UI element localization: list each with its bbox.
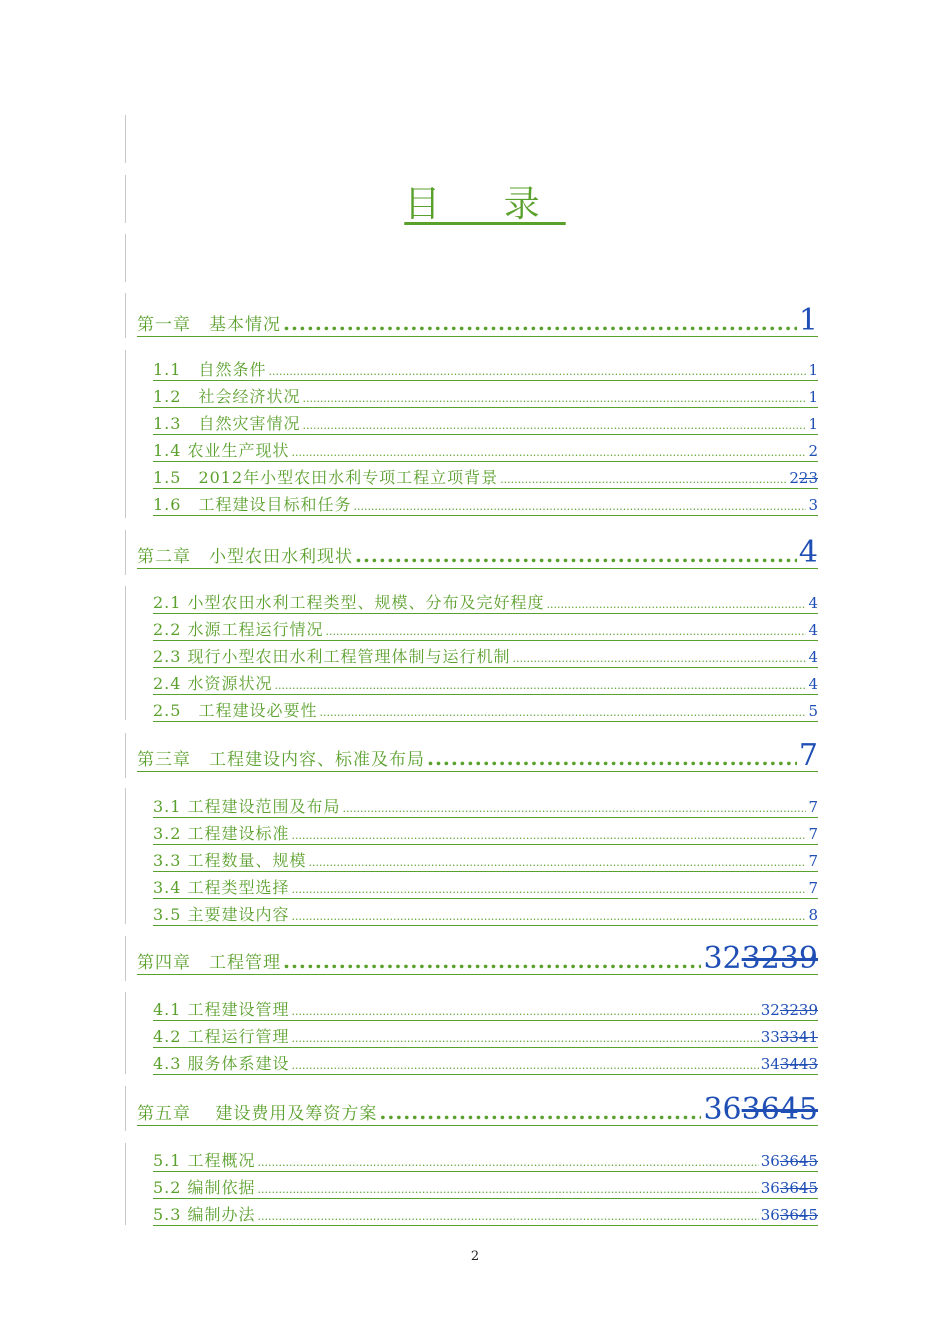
toc-section-page-number[interactable]: 323239: [760, 1001, 818, 1019]
toc-section-page-number[interactable]: 7: [808, 798, 818, 816]
toc-section-page-number[interactable]: 8: [808, 906, 818, 924]
toc-section-page-number[interactable]: 363645: [760, 1179, 818, 1197]
toc-section-label: 3.1 工程建设范围及布局: [153, 797, 341, 816]
toc-section[interactable]: [153, 492, 818, 516]
toc-section-label: 2.5 工程建设必要性: [153, 701, 318, 720]
toc-chapter[interactable]: [137, 941, 818, 976]
toc-section[interactable]: [153, 902, 818, 926]
toc-chapter-page-number[interactable]: 4: [798, 535, 818, 570]
toc-section-page-number[interactable]: 4: [808, 675, 818, 693]
dot-leader: [292, 1059, 759, 1072]
toc-chapter-page-number[interactable]: 363645: [703, 1092, 818, 1127]
revision-bar: [125, 293, 126, 338]
toc-section[interactable]: [153, 821, 818, 845]
toc-section[interactable]: [153, 997, 818, 1021]
toc-section[interactable]: [153, 438, 818, 462]
toc-section-page-number[interactable]: 1: [808, 388, 818, 406]
toc-section-label: 4.3 服务体系建设: [153, 1054, 290, 1073]
revision-bar: [125, 586, 126, 720]
dot-leader: [275, 679, 807, 692]
toc-section-label: 2.1 小型农田水利工程类型、规模、分布及完好程度: [153, 593, 545, 612]
revision-bar: [125, 992, 126, 1074]
toc-section[interactable]: [153, 1202, 818, 1226]
toc-chapter-page-number[interactable]: 323239: [703, 941, 818, 976]
toc-chapter-label: 第二章 小型农田水利现状: [137, 547, 353, 567]
toc-section[interactable]: [153, 1051, 818, 1075]
revision-bar: [125, 733, 126, 778]
toc-section-page-number[interactable]: 4: [808, 648, 818, 666]
dot-leader: [292, 829, 807, 842]
toc-section-page-number[interactable]: 4: [808, 621, 818, 639]
toc-section-label: 3.3 工程数量、规模: [153, 851, 307, 870]
toc-section[interactable]: [153, 644, 818, 668]
toc-section-page-number[interactable]: 7: [808, 852, 818, 870]
toc-section-page-number[interactable]: 3: [808, 496, 818, 514]
toc-section[interactable]: [153, 357, 818, 381]
toc-chapter[interactable]: [137, 738, 818, 773]
deleted-page-number: 3645: [779, 1206, 818, 1224]
toc-section-label: 2.3 现行小型农田水利工程管理体制与运行机制: [153, 647, 511, 666]
toc-section-page-number[interactable]: 333341: [760, 1028, 818, 1046]
revision-bar: [125, 234, 126, 282]
deleted-page-number: 3239: [779, 1001, 818, 1019]
toc-section-label: 3.5 主要建设内容: [153, 905, 290, 924]
toc-section[interactable]: [153, 1148, 818, 1172]
toc-chapter-label: 第五章 建设费用及筹资方案: [137, 1104, 378, 1124]
revision-bar: [125, 788, 126, 924]
toc-section-page-number[interactable]: 5: [808, 702, 818, 720]
toc-section[interactable]: [153, 698, 818, 722]
dot-leader: [292, 910, 807, 923]
toc-section[interactable]: [153, 465, 818, 489]
deleted-page-number: 3645: [779, 1179, 818, 1197]
toc-section-label: 4.2 工程运行管理: [153, 1027, 290, 1046]
toc-title: 目 录: [404, 184, 566, 225]
toc-chapter-label: 第一章 基本情况: [137, 315, 281, 335]
toc-chapter-label: 第三章 工程建设内容、标准及布局: [137, 750, 425, 770]
dot-leader: [258, 1183, 759, 1196]
toc-section[interactable]: [153, 848, 818, 872]
toc-section-page-number[interactable]: 363645: [760, 1206, 818, 1224]
toc-section-page-number[interactable]: 363645: [760, 1152, 818, 1170]
dot-leader: [258, 1210, 759, 1223]
revision-bar: [125, 530, 126, 575]
toc-section-page-number[interactable]: 7: [808, 825, 818, 843]
toc-section-label: 1.5 2012年小型农田水利专项工程立项背景: [153, 468, 499, 487]
dot-leader: [427, 746, 797, 770]
toc-section[interactable]: [153, 384, 818, 408]
dot-leader: [343, 802, 807, 815]
dot-leader: [513, 652, 807, 665]
deleted-page-number: 3443: [779, 1055, 818, 1073]
dot-leader: [292, 1005, 759, 1018]
dot-leader: [292, 883, 807, 896]
toc-section-label: 4.1 工程建设管理: [153, 1000, 290, 1019]
toc-section-label: 5.2 编制依据: [153, 1178, 256, 1197]
revision-bar: [125, 115, 126, 163]
dot-leader: [353, 500, 806, 513]
toc-section-page-number[interactable]: 343443: [760, 1055, 818, 1073]
toc-section[interactable]: [153, 617, 818, 641]
deleted-page-number: 23: [798, 469, 818, 487]
deleted-page-number: 3239: [741, 941, 818, 976]
deleted-page-number: 3645: [779, 1152, 818, 1170]
toc-chapter-label: 第四章 工程管理: [137, 953, 281, 973]
revision-bar: [125, 350, 126, 518]
toc-chapter[interactable]: [137, 303, 818, 338]
toc-section-page-number[interactable]: 7: [808, 879, 818, 897]
toc-section[interactable]: [153, 1024, 818, 1048]
dot-leader: [309, 856, 807, 869]
toc-section-page-number[interactable]: 4: [808, 594, 818, 612]
revision-bar: [125, 1086, 126, 1131]
dot-leader: [302, 392, 806, 405]
toc-section-label: 1.1 自然条件: [153, 360, 267, 379]
toc-chapter-page-number[interactable]: 7: [798, 738, 818, 773]
dot-leader: [379, 1100, 701, 1124]
dot-leader: [283, 311, 797, 335]
toc-section-label: 2.4 水资源状况: [153, 674, 273, 693]
dot-leader: [283, 949, 701, 973]
toc-section-label: 5.3 编制办法: [153, 1205, 256, 1224]
toc-section-label: 1.3 自然灾害情况: [153, 414, 301, 433]
toc-section[interactable]: [153, 1175, 818, 1199]
dot-leader: [292, 1032, 759, 1045]
toc-section-page-number[interactable]: 2: [808, 442, 818, 460]
toc-section[interactable]: [153, 590, 818, 614]
toc-section-label: 3.4 工程类型选择: [153, 878, 290, 897]
toc-section-page-number[interactable]: 223: [789, 469, 818, 487]
dot-leader: [326, 625, 807, 638]
dot-leader: [268, 365, 806, 378]
toc-section-label: 1.4 农业生产现状: [153, 441, 290, 460]
deleted-page-number: 3645: [741, 1092, 818, 1127]
dot-leader: [292, 446, 807, 459]
toc-section-label: 1.6 工程建设目标和任务: [153, 495, 352, 514]
toc-section-page-number[interactable]: 1: [808, 361, 818, 379]
toc-chapter-page-number[interactable]: 1: [798, 303, 818, 338]
toc-section-label: 1.2 社会经济状况: [153, 387, 301, 406]
dot-leader: [302, 419, 806, 432]
dot-leader: [355, 543, 797, 567]
toc-section[interactable]: [153, 411, 818, 435]
revision-bar: [125, 936, 126, 981]
toc-chapter[interactable]: [137, 1092, 818, 1127]
toc-section-label: 2.2 水源工程运行情况: [153, 620, 324, 639]
dot-leader: [319, 706, 806, 719]
page-number: 2: [470, 1249, 480, 1264]
deleted-page-number: 3341: [779, 1028, 818, 1046]
toc-chapter[interactable]: [137, 535, 818, 570]
dot-leader: [500, 473, 787, 486]
dot-leader: [258, 1156, 759, 1169]
toc-section[interactable]: [153, 875, 818, 899]
toc-section[interactable]: [153, 671, 818, 695]
toc-section[interactable]: [153, 794, 818, 818]
toc-section-page-number[interactable]: 1: [808, 415, 818, 433]
toc-section-label: 5.1 工程概况: [153, 1151, 256, 1170]
revision-bar: [125, 1143, 126, 1225]
dot-leader: [547, 598, 807, 611]
toc-section-label: 3.2 工程建设标准: [153, 824, 290, 843]
